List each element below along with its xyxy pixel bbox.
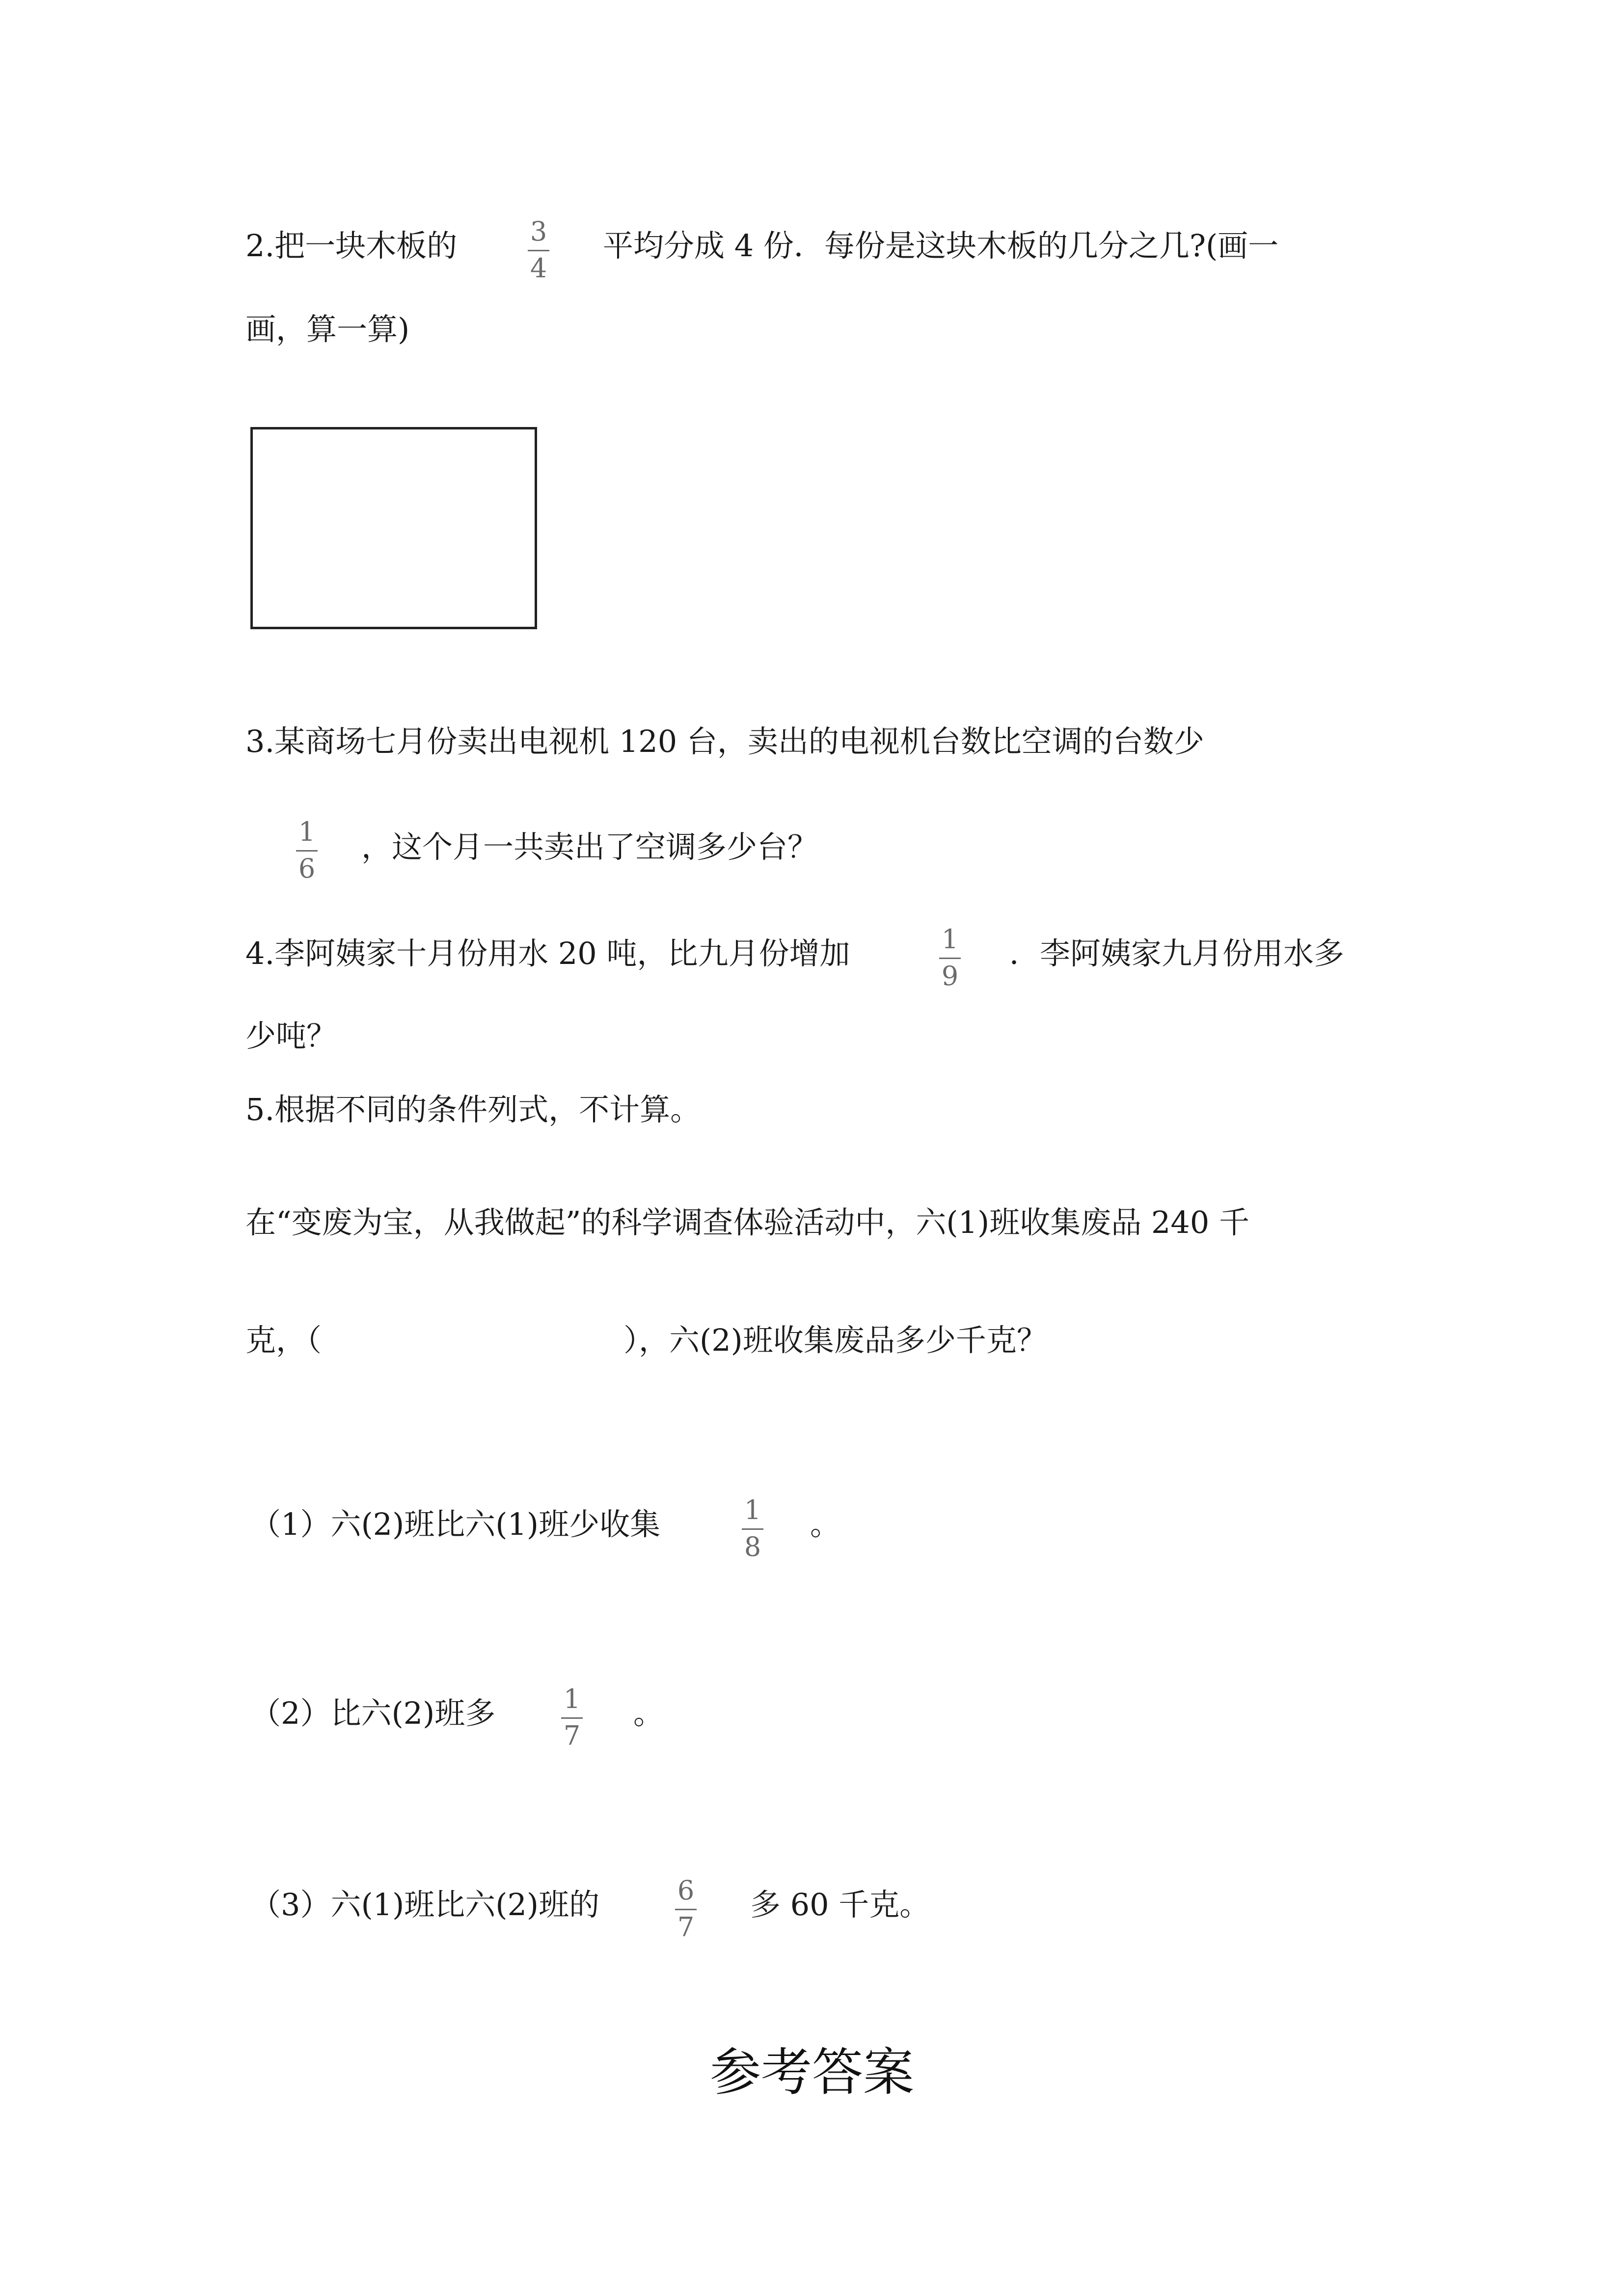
q4-text-c: 少吨？ bbox=[245, 1018, 337, 1054]
q5-c1-text-b: 。 bbox=[810, 1506, 841, 1542]
fraction-bar bbox=[939, 958, 961, 959]
q5-c2-text-b: 。 bbox=[633, 1695, 664, 1731]
q5-c1-fraction-denominator: 8 bbox=[744, 1531, 761, 1562]
fraction-bar bbox=[296, 850, 318, 852]
q5-text-b: 在“变废为宝，从我做起”的科学调查体验活动中，六(1)班收集废品 240 千 bbox=[245, 1204, 1249, 1240]
q2-fraction-denominator: 4 bbox=[530, 253, 547, 284]
fraction-bar bbox=[675, 1909, 697, 1910]
q5-c1-text-a: （1）六(2)班比六(1)班少收集 bbox=[250, 1506, 661, 1542]
q5-c3-fraction bbox=[669, 1877, 703, 1943]
q5-text-d: ），六(2)班收集废品多少千克？ bbox=[623, 1322, 1047, 1358]
drawing-box bbox=[250, 427, 537, 629]
q5-c2-text-a: （2）比六(2)班多 bbox=[250, 1695, 496, 1731]
q5-c2-fraction bbox=[555, 1683, 589, 1751]
q5-c3-text-b: 多 60 千克。 bbox=[750, 1887, 930, 1922]
fraction-bar bbox=[528, 250, 549, 251]
q3-fraction-denominator: 6 bbox=[298, 853, 316, 884]
q5-text-a: 5.根据不同的条件列式，不计算。 bbox=[245, 1092, 701, 1127]
q5-c2-fraction-denominator: 7 bbox=[563, 1720, 581, 1751]
q5-c1-fraction bbox=[735, 1497, 770, 1562]
q4-fraction-denominator: 9 bbox=[941, 961, 959, 991]
q5-c3-fraction-denominator: 7 bbox=[677, 1912, 695, 1943]
q5-c2-fraction-numerator: 1 bbox=[563, 1683, 581, 1714]
q3-text-a: 3.某商场七月份卖出电视机 120 台，卖出的电视机台数比空调的台数少 bbox=[245, 723, 1204, 759]
q5-c1-fraction-numerator: 1 bbox=[744, 1495, 761, 1525]
q4-fraction-numerator: 1 bbox=[941, 924, 959, 955]
q4-text-a: 4.李阿姨家十月份用水 20 吨，比九月份增加 bbox=[245, 935, 850, 971]
q4-text-b: ．李阿姨家九月份用水多 bbox=[1009, 935, 1345, 971]
q2-text-a: 2.把一块木板的 bbox=[245, 228, 458, 264]
q5-c3-fraction-numerator: 6 bbox=[677, 1875, 695, 1906]
q2-fraction bbox=[521, 218, 556, 284]
q3-fraction-numerator: 1 bbox=[298, 816, 316, 847]
q5-text-c: 克，（ bbox=[245, 1322, 322, 1358]
q2-text-c: 画，算一算) bbox=[245, 311, 410, 347]
q4-fraction bbox=[933, 926, 967, 991]
fraction-bar bbox=[561, 1717, 583, 1719]
q5-c3-text-a: （3）六(1)班比六(2)班的 bbox=[250, 1887, 600, 1922]
q2-fraction-numerator: 3 bbox=[530, 216, 547, 247]
answers-title: 参考答案 bbox=[709, 2042, 914, 2102]
q2-text-b: 平均分成 4 份．每份是这块木板的几分之几?(画一 bbox=[603, 228, 1279, 264]
q3-fraction bbox=[290, 816, 324, 884]
fraction-bar bbox=[742, 1528, 763, 1530]
q3-text-b: ，这个月一共卖出了空调多少台？ bbox=[361, 829, 818, 865]
